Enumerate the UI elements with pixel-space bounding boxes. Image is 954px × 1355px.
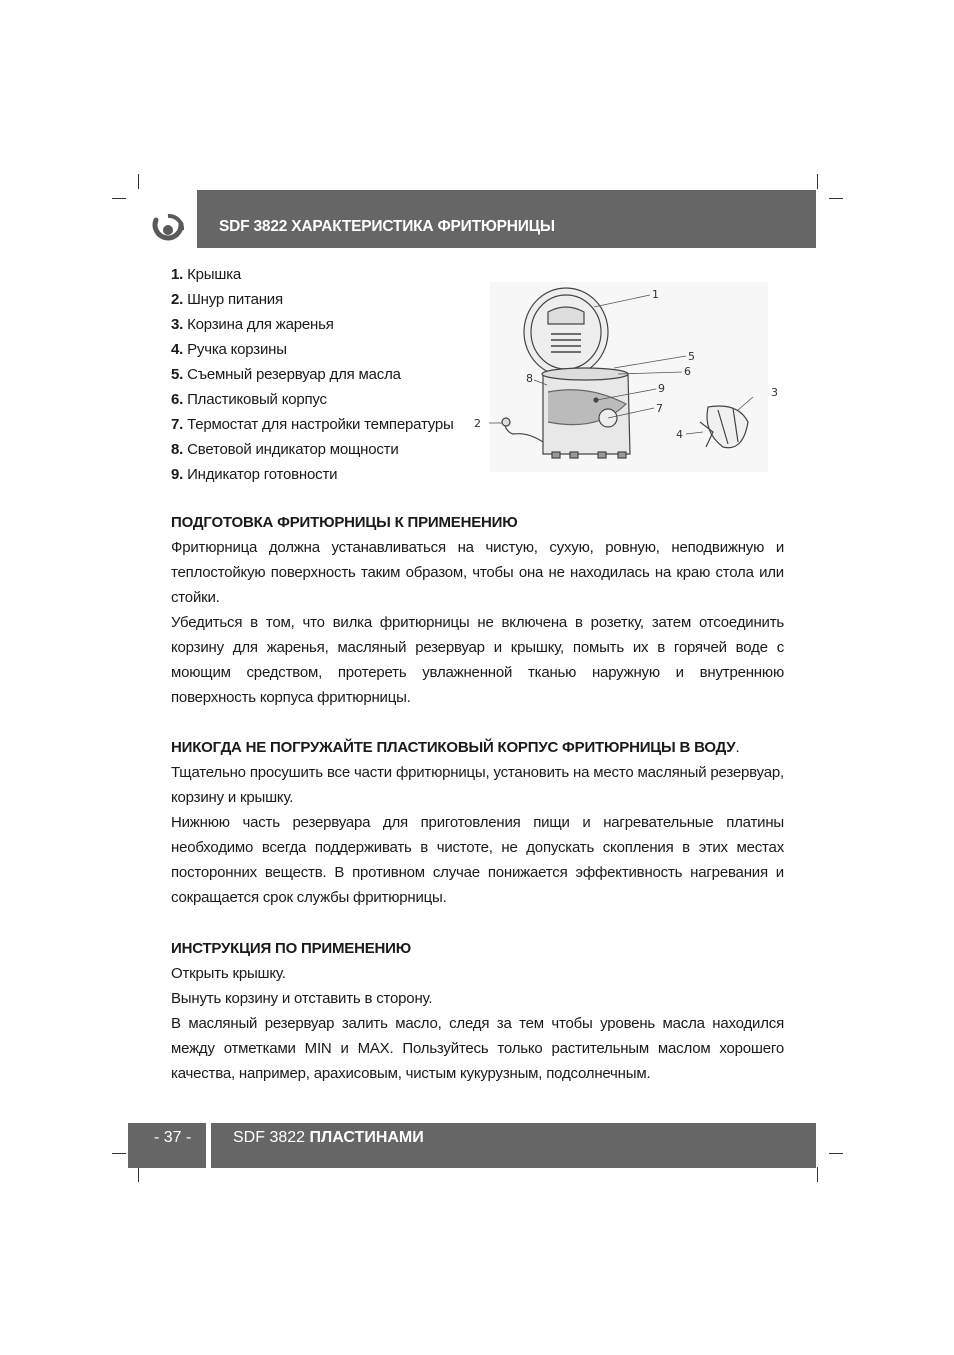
list-item: 7. Термостат для настройки температуры: [171, 416, 454, 433]
callout-label: 3: [771, 386, 778, 399]
list-item: 1. Крышка: [171, 266, 242, 283]
section-heading: ИНСТРУКЦИЯ ПО ПРИМЕНЕНИЮ: [171, 940, 412, 957]
crop-mark: [112, 198, 126, 199]
crop-mark: [829, 198, 843, 199]
footer-subtitle: ПЛАСТИНАМИ: [309, 1129, 424, 1146]
list-item: 5. Съемный резервуар для масла: [171, 366, 401, 383]
crop-mark: [138, 1167, 139, 1182]
callout-label: 6: [684, 365, 691, 378]
paragraph: Фритюрница должна устанавливаться на чистую, сухую, ровную, неподвижную и теплостойкую поверхность таким образом, чтобы она не находилась на краю стола или стойки.: [171, 539, 784, 606]
paragraph: Открыть крышку.: [171, 965, 286, 982]
paragraph: Тщательно просушить все части фритюрницы, установить на место масляный резервуар, корзину и крышку.: [171, 764, 784, 806]
paragraph: В масляный резервуар залить масло, следя за тем чтобы уровень масла находился между отметками MIN и MAX. Пользуйтесь только растительным маслом хорошего качества, например, арахисовым, чистым кукурузным, подсолнечным.: [171, 1015, 784, 1082]
page-number: - 37 -: [154, 1129, 192, 1146]
crop-mark: [112, 1153, 126, 1154]
paragraph: Убедиться в том, что вилка фритюрницы не включена в розетку, затем отсоединить корзину для жаренья, масляный резервуар и крышку, помыть их в горячей воде с моющим средством, протереть увлажненной тканью наружную и внутреннюю поверхность корпуса фритюрницы.: [171, 614, 784, 706]
crop-mark: [138, 174, 139, 189]
section-usage: [171, 936, 784, 1086]
section-preparation: [171, 510, 784, 710]
section-heading: ПОДГОТОВКА ФРИТЮРНИЦЫ К ПРИМЕНЕНИЮ: [171, 514, 518, 531]
header-bar: [197, 190, 816, 248]
page-number-box: [128, 1123, 206, 1168]
callout-label: 1: [652, 288, 659, 301]
list-item: 6. Пластиковый корпус: [171, 391, 327, 408]
parts-list: [171, 262, 454, 487]
callout-label: 7: [656, 402, 663, 415]
fryer-diagram: [468, 282, 778, 472]
callout-label: 5: [688, 350, 695, 363]
section-heading: НИКОГДА НЕ ПОГРУЖАЙТЕ ПЛАСТИКОВЫЙ КОРПУС ФРИТЮРНИЦЫ В ВОДУ.: [171, 739, 740, 756]
crop-mark: [829, 1153, 843, 1154]
paragraph: Нижнюю часть резервуара для приготовления пищи и нагревательные платины необходимо всегда поддерживать в чистоте, не допускать скопления в этих местах посторонних веществ. В противном случае понижается эффективность нагревания и сокращается срок службы фритюрницы.: [171, 814, 784, 906]
footer-model: SDF 3822: [233, 1129, 306, 1146]
section-warning: [171, 735, 784, 910]
list-item: 9. Индикатор готовности: [171, 466, 338, 483]
list-item: 4. Ручка корзины: [171, 341, 287, 358]
footer-bar: [211, 1123, 816, 1168]
list-item: 3. Корзина для жаренья: [171, 316, 334, 333]
crop-mark: [817, 1167, 818, 1182]
list-item: 8. Световой индикатор мощности: [171, 441, 399, 458]
callout-label: 9: [658, 382, 665, 395]
callout-label: 4: [676, 428, 683, 441]
brand-logo-icon: [148, 212, 188, 248]
crop-mark: [817, 174, 818, 189]
list-item: 2. Шнур питания: [171, 291, 283, 308]
callout-label: 2: [474, 417, 481, 430]
page-title: SDF 3822 ХАРАКТЕРИСТИКА ФРИТЮРНИЦЫ: [219, 218, 555, 235]
paragraph: Вынуть корзину и отставить в сторону.: [171, 990, 433, 1007]
callout-label: 8: [526, 372, 533, 385]
